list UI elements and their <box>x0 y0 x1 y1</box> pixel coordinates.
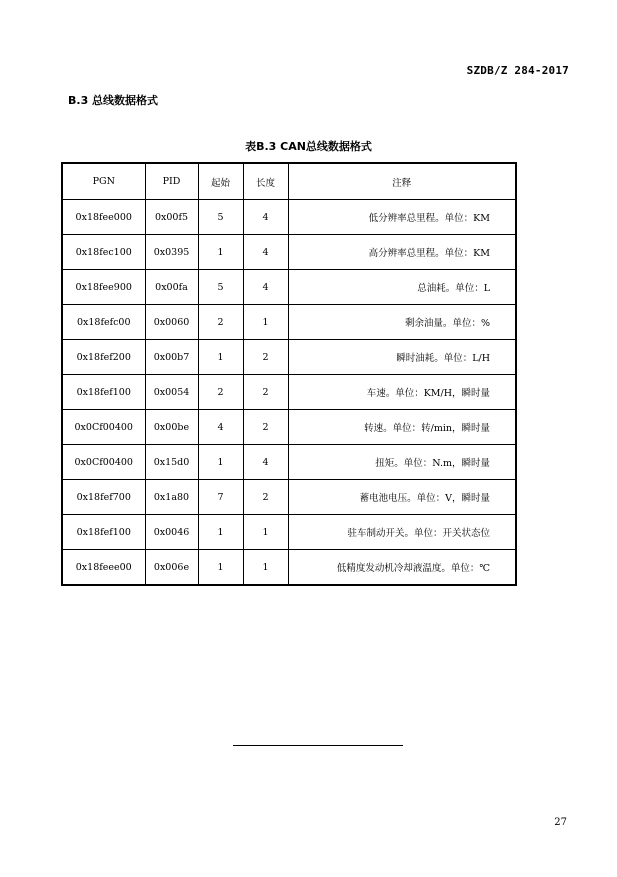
column-header-note: 注释 <box>288 163 516 200</box>
cell-length: 4 <box>243 200 288 235</box>
table-row <box>62 270 516 305</box>
table-row <box>62 305 516 340</box>
cell-start: 1 <box>198 550 243 586</box>
column-header-start: 起始 <box>198 163 243 200</box>
cell-note: 瞬时油耗。单位：L/H <box>288 340 516 375</box>
column-header-pid: PID <box>145 163 198 200</box>
cell-length: 2 <box>243 375 288 410</box>
cell-pgn: 0x18fee000 <box>62 200 145 235</box>
cell-length: 2 <box>243 410 288 445</box>
cell-pgn: 0x18fef700 <box>62 480 145 515</box>
table-row <box>62 515 516 550</box>
cell-pgn: 0x18fee900 <box>62 270 145 305</box>
cell-length: 4 <box>243 270 288 305</box>
cell-note: 蓄电池电压。单位：V，瞬时量 <box>288 480 516 515</box>
table-row <box>62 200 516 235</box>
cell-pid: 0x00fa <box>145 270 198 305</box>
cell-pgn: 0x18fef100 <box>62 515 145 550</box>
cell-pid: 0x0054 <box>145 375 198 410</box>
cell-note: 总油耗。单位：L <box>288 270 516 305</box>
cell-pgn: 0x18fef200 <box>62 340 145 375</box>
cell-length: 1 <box>243 305 288 340</box>
table-header-row <box>62 163 516 200</box>
cell-pid: 0x00f5 <box>145 200 198 235</box>
cell-pgn: 0x18fec100 <box>62 235 145 270</box>
cell-pgn: 0x18feee00 <box>62 550 145 586</box>
cell-pid: 0x15d0 <box>145 445 198 480</box>
table-caption: 表B.3 CAN总线数据格式 <box>245 140 372 153</box>
cell-start: 2 <box>198 305 243 340</box>
column-header-pgn: PGN <box>62 163 145 200</box>
cell-pgn: 0x18fefc00 <box>62 305 145 340</box>
cell-start: 1 <box>198 445 243 480</box>
cell-start: 4 <box>198 410 243 445</box>
cell-pid: 0x0395 <box>145 235 198 270</box>
table-row <box>62 445 516 480</box>
column-header-length: 长度 <box>243 163 288 200</box>
cell-length: 4 <box>243 235 288 270</box>
cell-length: 2 <box>243 480 288 515</box>
cell-start: 7 <box>198 480 243 515</box>
table-row <box>62 340 516 375</box>
table-row <box>62 550 516 586</box>
cell-pgn: 0x0Cf00400 <box>62 410 145 445</box>
document-code: SZDB/Z 284-2017 <box>466 64 569 77</box>
cell-pid: 0x1a80 <box>145 480 198 515</box>
table-row <box>62 375 516 410</box>
table-row <box>62 410 516 445</box>
footnote-divider <box>233 745 403 746</box>
cell-pid: 0x0060 <box>145 305 198 340</box>
cell-pid: 0x00be <box>145 410 198 445</box>
cell-start: 1 <box>198 340 243 375</box>
cell-pid: 0x0046 <box>145 515 198 550</box>
cell-pid: 0x00b7 <box>145 340 198 375</box>
cell-start: 1 <box>198 235 243 270</box>
cell-start: 5 <box>198 200 243 235</box>
cell-pgn: 0x18fef100 <box>62 375 145 410</box>
can-bus-data-table <box>61 162 517 586</box>
cell-note: 驻车制动开关。单位：开关状态位 <box>288 515 516 550</box>
cell-pid: 0x006e <box>145 550 198 586</box>
cell-length: 1 <box>243 515 288 550</box>
cell-note: 低精度发动机冷却液温度。单位：℃ <box>288 550 516 586</box>
cell-start: 5 <box>198 270 243 305</box>
cell-note: 车速。单位：KM/H，瞬时量 <box>288 375 516 410</box>
cell-length: 1 <box>243 550 288 586</box>
cell-length: 4 <box>243 445 288 480</box>
page-number: 27 <box>554 817 567 828</box>
cell-length: 2 <box>243 340 288 375</box>
section-heading: B.3 总线数据格式 <box>68 94 159 107</box>
cell-note: 高分辨率总里程。单位：KM <box>288 235 516 270</box>
table-row <box>62 235 516 270</box>
cell-note: 转速。单位：转/min，瞬时量 <box>288 410 516 445</box>
cell-pgn: 0x0Cf00400 <box>62 445 145 480</box>
cell-start: 2 <box>198 375 243 410</box>
cell-start: 1 <box>198 515 243 550</box>
table-row <box>62 480 516 515</box>
cell-note: 扭矩。单位：N.m，瞬时量 <box>288 445 516 480</box>
cell-note: 低分辨率总里程。单位：KM <box>288 200 516 235</box>
cell-note: 剩余油量。单位：% <box>288 305 516 340</box>
